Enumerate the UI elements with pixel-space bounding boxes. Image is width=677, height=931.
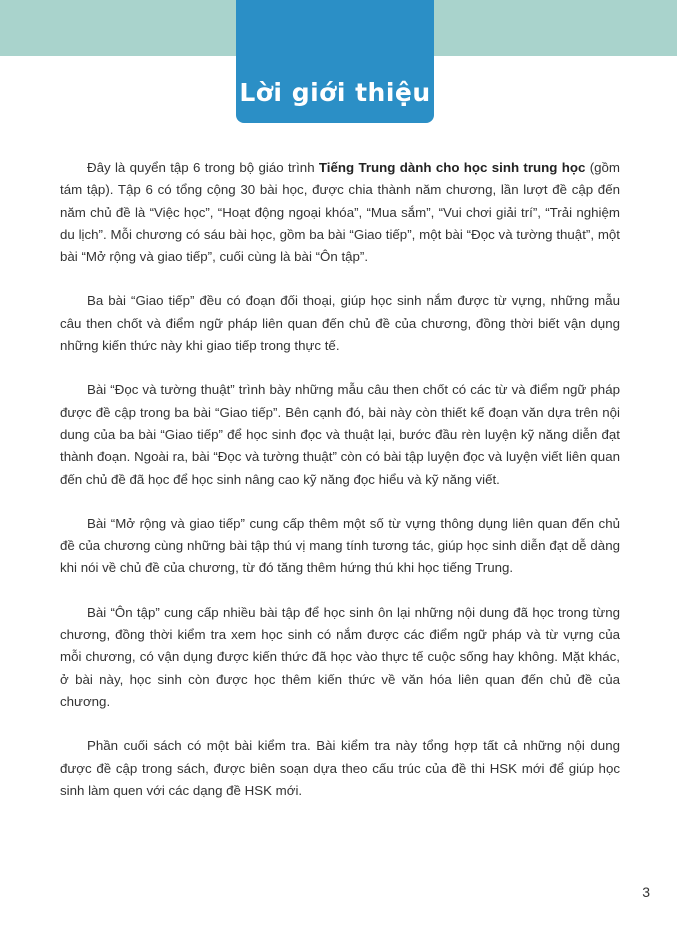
paragraph-mo-rong: Bài “Mở rộng và giao tiếp” cung cấp thêm một số từ vựng thông dụng liên quan đến chủ đề của chương cùng những bài tập thú vị mang tính tương tác, giúp học sinh diễn đạt dễ dàng khi nói về chủ đề của chương, từ đó tăng thêm hứng thú khi học tiếng Trung. (60, 515, 620, 576)
paragraph-intro (60, 157, 620, 268)
paragraph-giao-tiep: Ba bài “Giao tiếp” đều có đoạn đối thoại, giúp học sinh nắm được từ vựng, những mẫu câu then chốt và điểm ngữ pháp liên quan đến chủ đề của chương, đồng thời biết vận dụng những kiến thức này khi giao tiếp trong thực tế. (60, 293, 620, 354)
body-text (60, 157, 620, 824)
paragraph-intro-post: (gồm tám tập). Tập 6 có tổng cộng 30 bài học, được chia thành năm chương, lần lượt đề cập đến năm chủ đề là “Việc học”, “Hoạt động ngoại khóa”, “Mua sắm”, “Vui chơi giải trí”, “Trải nghiệm du lịch”. Mỗi chương có sáu bài học, gồm ba bài “Giao tiếp”, một bài “Đọc và tường thuật”, một bài “Mở rộng và giao tiếp”, cuối cùng là bài “Ôn tập”. (60, 160, 620, 265)
paragraph-on-tap: Bài “Ôn tập” cung cấp nhiều bài tập để học sinh ôn lại những nội dung đã học trong từng chương, đồng thời kiểm tra xem học sinh có nắm được các điểm ngữ pháp và từ vựng của mỗi chương, có vận dụng được kiến thức đã học vào thực tế cuộc sống hay không. Mặt khác, ở bài này, học sinh còn được học thêm kiến thức về văn hóa liên quan đến chủ đề của chương. (60, 604, 620, 709)
paragraph-intro-pre: Đây là quyển tập 6 trong bộ giáo trình (87, 160, 319, 175)
page-title: Lời giới thiệu (239, 78, 431, 107)
paragraph-kiem-tra: Phần cuối sách có một bài kiểm tra. Bài kiểm tra này tổng hợp tất cả những nội dung được đề cập trong sách, được biên soạn dựa theo cấu trúc của đề thi HSK mới để giúp học sinh làm quen với các dạng đề HSK mới. (60, 738, 620, 798)
page-number: 3 (642, 884, 650, 900)
book-title-bold: Tiếng Trung dành cho học sinh trung học (318, 160, 586, 175)
paragraph-doc-tuong-thuat: Bài “Đọc và tường thuật” trình bày những mẫu câu then chốt có các từ và điểm ngữ pháp được đề cập trong ba bài “Giao tiếp”. Bên cạnh đó, bài này còn thiết kế đoạn văn dựa trên nội dung của ba bài “Giao tiếp” để học sinh đọc và thuật lại, bước đầu rèn luyện kỹ năng diễn đạt thành đoạn. Ngoài ra, bài “Đọc và tường thuật” còn có bài tập luyện đọc và luyện viết liên quan đến chủ đề đã học để học sinh nâng cao kỹ năng đọc hiểu và kỹ năng viết. (60, 382, 620, 487)
